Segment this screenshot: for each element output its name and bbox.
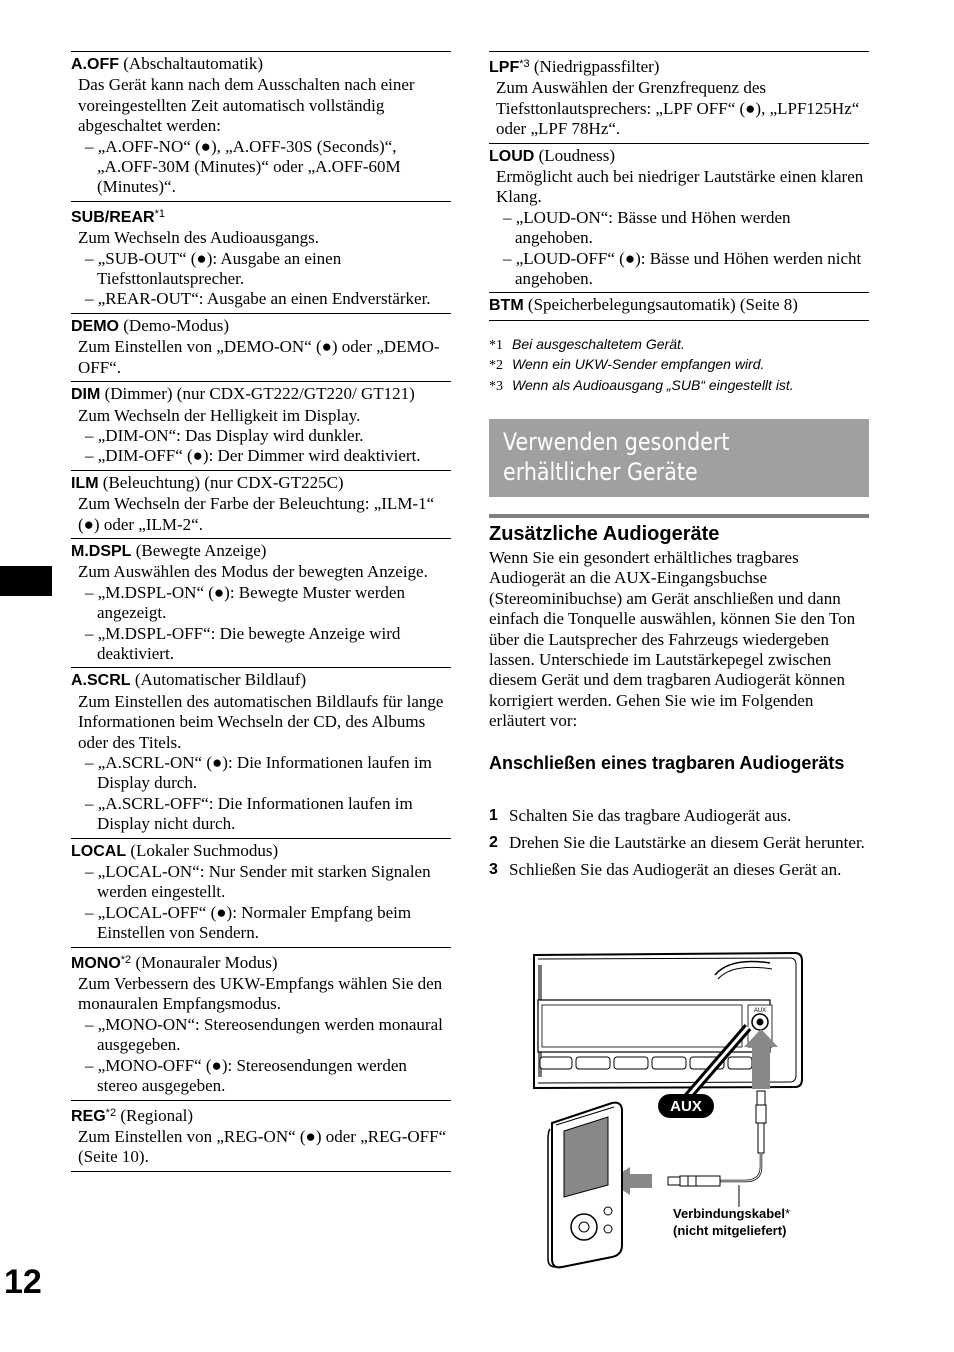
left-entry [71, 667, 451, 837]
left-column [71, 51, 451, 1172]
footnote-mark: *1 [489, 337, 503, 353]
aux-jack-label: AUX [753, 1008, 767, 1014]
step-item [489, 806, 869, 826]
menu-keyword: ILM [71, 474, 99, 492]
dash-marker: – [85, 446, 98, 466]
entry-description: Zum Einstellen von „REG-ON“ (●) oder „REG-OFF“ (Seite 10). [78, 1126, 447, 1167]
dash-marker: – [85, 1055, 98, 1075]
subheading-rule [489, 514, 869, 518]
footnote-text: Wenn ein UKW-Sender empfangen wird. [512, 356, 765, 373]
right-entry [489, 51, 869, 143]
footnote-text: Wenn als Audioausgang „SUB“ eingestellt ist. [512, 376, 794, 393]
connection-illustration [520, 945, 870, 1275]
dash-marker: – [85, 753, 98, 772]
entry-option-text: „A.SCRL-ON“ (●): Die Informationen laufen im Display durch. [97, 753, 432, 793]
step-item [489, 860, 869, 880]
dash-marker: – [85, 1014, 98, 1034]
dash-marker: – [85, 289, 98, 309]
entry-description: Zum Einstellen von „DEMO-ON“ (●) oder „DEMO-OFF“. [78, 337, 440, 377]
entry-title-text: (Niedrigpassfilter) [529, 57, 660, 76]
entry-option-text: „MONO-OFF“ (●): Stereosendungen werden stereo ausgegeben. [97, 1055, 407, 1096]
entry-title [71, 841, 451, 862]
entry-description: Zum Einstellen des automatischen Bildlaufs für lange Informationen beim Wechseln der CD, des Albums oder des Titels. [78, 691, 444, 752]
dash-marker: – [85, 425, 98, 445]
footnote [489, 355, 869, 376]
menu-keyword: A.OFF [71, 56, 119, 73]
right-column [489, 51, 869, 396]
dash-marker: – [85, 902, 98, 922]
step-number: 3 [489, 860, 498, 878]
entry-title [489, 295, 869, 316]
entry-title [71, 316, 451, 337]
left-entry [71, 947, 451, 1100]
aux-tag [658, 1094, 714, 1118]
entry-title-text: (Beleuchtung) (nur CDX-GT225C) [98, 472, 344, 492]
entry-description: Zum Wechseln des Audioausgangs. [78, 228, 320, 248]
entry-title-text: (Bewegte Anzeige) [131, 540, 267, 560]
dash-marker: – [85, 248, 98, 268]
entry-description: Zum Wechseln der Helligkeit im Display. [78, 405, 361, 425]
aux-tag-label: AUX [670, 1098, 702, 1115]
entry-option [496, 208, 869, 249]
step-text: Schalten Sie das tragbare Audiogerät aus. [509, 806, 792, 825]
menu-keyword: BTM [489, 297, 524, 315]
dash-marker: – [85, 793, 98, 813]
section-title-line2: erhältlicher Geräte [503, 458, 698, 486]
page-number: 12 [4, 1263, 42, 1301]
entry-title [71, 54, 451, 75]
sub-subheading: Anschließen eines tragbaren Audiogeräts [489, 753, 845, 773]
subheading: Zusätzliche Audiogeräte [489, 523, 720, 545]
entry-option-text: „M.DSPL-ON“ (●): Bewegte Muster werden angezeigt. [97, 582, 405, 623]
left-entry [71, 51, 451, 201]
entry-option-text: „A.OFF-NO“ (●), „A.OFF-30S (Seconds)“, „A.OFF-30M (Minutes)“ oder „A.OFF-60M (Minutes)“. [97, 136, 401, 197]
entry-option-text: „MONO-ON“: Stereosendungen werden monaural ausgegeben. [97, 1014, 443, 1055]
left-entry [71, 381, 451, 470]
menu-keyword: DEMO [71, 317, 119, 335]
entry-title [71, 950, 451, 974]
dash-marker: – [503, 248, 516, 268]
entry-title-text: (Lokaler Suchmodus) [126, 840, 279, 860]
entry-option-text: „A.SCRL-OFF“: Die Informationen laufen im Display nicht durch. [97, 793, 413, 834]
entry-title [71, 473, 451, 494]
footnote-ref: *1 [154, 207, 165, 220]
menu-keyword: LOUD [489, 147, 535, 165]
entry-title-text: (Abschaltautomatik) [119, 54, 263, 73]
entry-option [78, 794, 451, 835]
menu-keyword: M.DSPL [71, 542, 132, 560]
footnote-ref: *2 [120, 953, 132, 966]
entry-option-text: „LOUD-OFF“ (●): Bässe und Höhen werden nicht angehoben. [515, 248, 862, 289]
section-title [503, 427, 729, 487]
plug-lower [668, 1176, 720, 1186]
entry-option-text: „REAR-OUT“: Ausgabe an einen Endverstärker. [97, 289, 431, 309]
entry-title-text: (Dimmer) (nur CDX-GT222/GT220/ GT121) [100, 384, 415, 404]
entry-title [489, 146, 869, 167]
entry-option [78, 862, 451, 903]
entry-option [78, 624, 451, 665]
entry-option [78, 446, 451, 466]
footnote-text: Bei ausgeschaltetem Gerät. [512, 335, 685, 352]
entry-title-text: (Demo-Modus) [119, 315, 230, 335]
chapter-thumb-tab [0, 566, 52, 596]
step-number: 1 [489, 807, 498, 824]
entry-option [78, 426, 451, 446]
entry-description: Zum Auswählen des Modus der bewegten Anzeige. [78, 562, 428, 582]
cable-label-line1: Verbindungskabel* [673, 1206, 791, 1221]
portable-player-illustration [548, 1103, 622, 1268]
step-text: Schließen Sie das Audiogerät an dieses Gerät an. [509, 859, 842, 879]
dash-marker: – [85, 623, 98, 643]
plug-upper [756, 1091, 766, 1153]
steps-list [489, 806, 869, 887]
entry-option [78, 1056, 451, 1097]
footnotes [489, 335, 869, 397]
step-text: Drehen Sie die Lautstärke an diesem Gerät herunter. [509, 832, 865, 852]
left-entry [71, 538, 451, 667]
right-entry [489, 292, 869, 320]
entry-title-text: (Loudness) [534, 145, 616, 165]
entry-option [78, 137, 451, 198]
entry-option [78, 583, 451, 624]
entry-option [78, 903, 451, 944]
entry-description: Zum Verbessern des UKW-Empfangs wählen Sie den monauralen Empfangsmodus. [78, 974, 443, 1014]
entry-title [71, 204, 451, 228]
entry-description: Ermöglicht auch bei niedriger Lautstärke einen klaren Klang. [496, 167, 864, 207]
footnote-ref: *2 [105, 1106, 117, 1119]
footnote-mark: *2 [489, 358, 503, 374]
entry-description: Das Gerät kann nach dem Ausschalten nach einer voreingestellten Zeit automatisch vollständig abgeschaltet werden: [78, 75, 415, 136]
footnote [489, 376, 869, 397]
entry-title [489, 54, 869, 78]
entry-title [71, 541, 451, 562]
left-entry [71, 1100, 451, 1172]
intro-paragraph: Wenn Sie ein gesondert erhältliches tragbares Audiogerät an die AUX-Eingangsbuchse (Stereominibuchse) am Gerät anschließen und dann einfach die Tonquelle auswählen, können Sie den Ton über die Lautsprecher des Fahrzeugs wiedergeben lassen. Unterschiede im Lautstärkepegel zwischen diesem Gerät und dem tragbaren Audiogerät können korrigiert werden. Gehen Sie wie im Folgenden erläutert vor: [489, 548, 856, 731]
step-item [489, 833, 869, 853]
entry-title [71, 384, 451, 405]
entry-option-text: „DIM-OFF“ (●): Der Dimmer wird deaktiviert. [97, 446, 421, 466]
menu-keyword: LPF [489, 59, 520, 76]
entry-option [78, 753, 451, 794]
entry-option-text: „LOUD-ON“: Bässe und Höhen werden angehoben. [515, 207, 791, 248]
menu-keyword: LOCAL [71, 842, 127, 860]
menu-keyword: REG [71, 1107, 106, 1125]
dash-marker: – [85, 136, 98, 156]
left-entry [71, 838, 451, 947]
menu-keyword: DIM [71, 386, 101, 404]
entry-option-text: „LOCAL-ON“: Nur Sender mit starken Signalen werden eingestellt. [97, 862, 431, 902]
menu-keyword: A.SCRL [71, 672, 131, 690]
dash-marker: – [503, 207, 516, 227]
right-entry [489, 143, 869, 293]
entry-option-text: „SUB-OUT“ (●): Ausgabe an einen Tiefsttonlautsprecher. [97, 248, 342, 289]
entry-option-text: „LOCAL-OFF“ (●): Normaler Empfang beim Einstellen von Sendern. [97, 902, 412, 943]
step-number: 2 [489, 833, 498, 851]
footnote [489, 335, 869, 356]
entry-title-text: (Automatischer Bildlauf) [130, 670, 307, 690]
entry-option-text: „DIM-ON“: Das Display wird dunkler. [97, 425, 364, 445]
entry-description: Zum Auswählen der Grenzfrequenz des Tiefsttonlautsprechers: „LPF OFF“ (●), „LPF125Hz“ oder „LPF 78Hz“. [496, 78, 860, 139]
cable-label-line2: (nicht mitgeliefert) [673, 1223, 787, 1238]
entry-title-text: (Speicherbelegungsautomatik) (Seite 8) [523, 295, 798, 315]
entry-description: Zum Wechseln der Farbe der Beleuchtung: „ILM-1“ (●) oder „ILM-2“. [78, 494, 435, 534]
left-entry [71, 313, 451, 381]
section-title-line1: Verwenden gesondert [503, 428, 730, 456]
entry-title [71, 1103, 451, 1127]
entry-option [496, 249, 869, 290]
section-banner [489, 419, 869, 497]
entry-title [71, 670, 451, 691]
menu-keyword: MONO [71, 954, 121, 972]
footnote-mark: *3 [489, 378, 503, 394]
left-entry [71, 470, 451, 538]
entry-title-text: (Regional) [116, 1105, 194, 1125]
menu-keyword: SUB/REAR [71, 208, 155, 226]
dash-marker: – [85, 582, 98, 602]
entry-option-text: „M.DSPL-OFF“: Die bewegte Anzeige wird deaktiviert. [97, 623, 401, 663]
entry-option [78, 249, 451, 290]
left-entry [71, 201, 451, 313]
entry-title-text: (Monauraler Modus) [131, 952, 278, 972]
entry-option [78, 1015, 451, 1056]
right-entries [489, 51, 869, 321]
footnote-ref: *3 [519, 58, 530, 70]
dash-marker: – [85, 862, 98, 882]
entry-option [78, 289, 451, 309]
